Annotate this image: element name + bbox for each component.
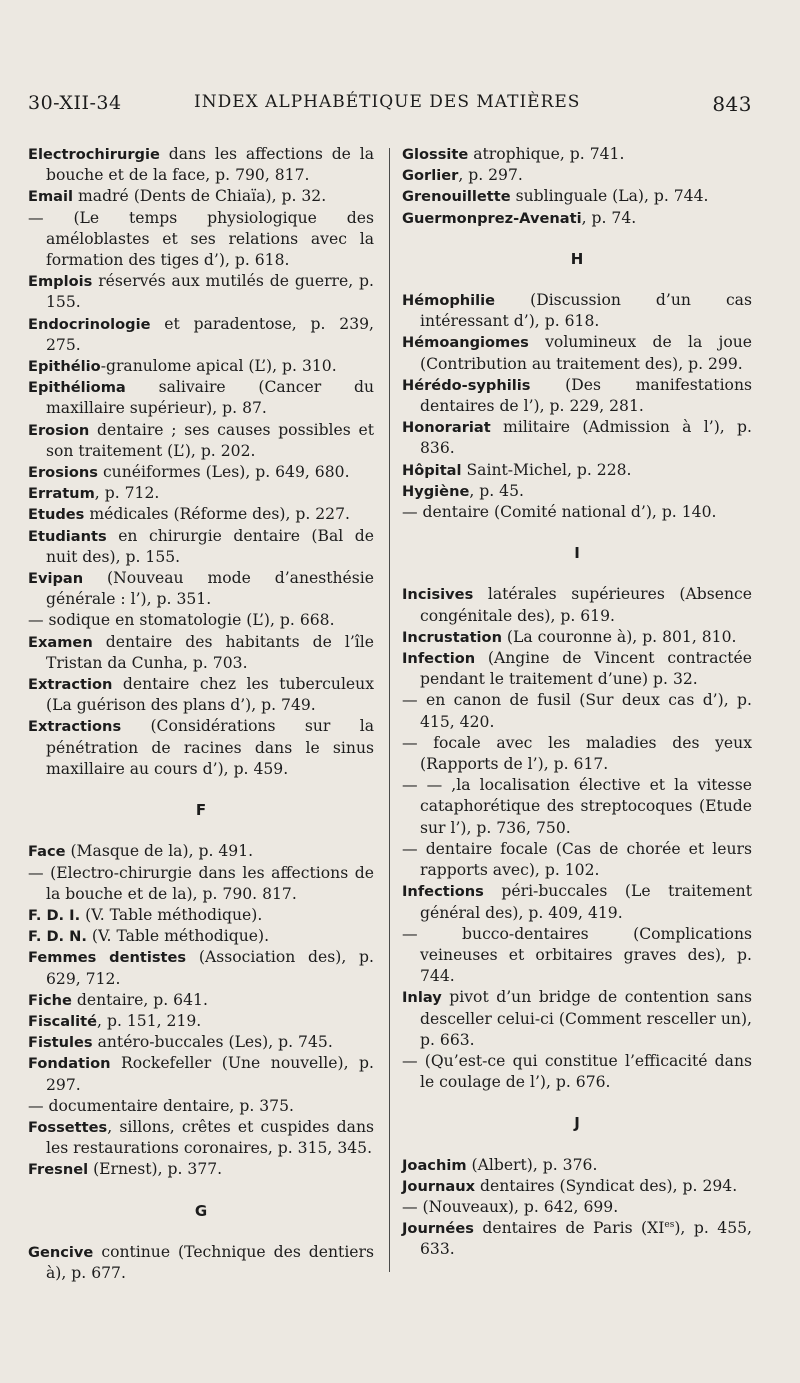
section-letter: G bbox=[194, 1201, 208, 1220]
index-term: Electrochirurgie bbox=[28, 146, 160, 163]
index-entry-text: continue (Technique des dentiers à), p. 677. bbox=[46, 1242, 374, 1282]
index-entry-text: sublinguale (La), p. 744. bbox=[510, 187, 709, 206]
index-term: Honorariat bbox=[402, 419, 491, 437]
index-entry bbox=[28, 926, 374, 947]
index-term: Inlay bbox=[402, 989, 442, 1007]
index-term: Erratum bbox=[28, 485, 95, 503]
index-entry bbox=[28, 483, 374, 504]
index-entry bbox=[28, 377, 374, 419]
index-term: Infections bbox=[402, 883, 484, 901]
column-divider bbox=[389, 148, 390, 1272]
index-subentry: — documentaire dentaire, p. 375. bbox=[28, 1096, 294, 1115]
index-subentry: — (Nouveaux), p. 642, 699. bbox=[402, 1197, 619, 1216]
index-entry bbox=[28, 1032, 374, 1053]
index-term: Epithélioma bbox=[28, 379, 126, 397]
index-entry-text: et paradentose, p. 239, 275. bbox=[46, 314, 374, 354]
index-column-right bbox=[402, 144, 752, 1261]
running-header bbox=[28, 92, 752, 122]
index-entry bbox=[28, 674, 374, 716]
index-term: Fistules bbox=[28, 1034, 93, 1052]
index-entry bbox=[402, 881, 752, 923]
index-entry-text: atrophique, p. 741. bbox=[468, 145, 625, 163]
index-term: Erosions bbox=[28, 464, 98, 482]
index-entry bbox=[402, 481, 752, 502]
index-entry-text: Rockefeller (Une nouvelle), p. 297. bbox=[46, 1054, 374, 1094]
index-entry-text: (V. Table méthodique). bbox=[86, 927, 270, 946]
index-entry-text: cunéiformes (Les), p. 649, 680. bbox=[97, 463, 350, 482]
index-entry-text: dans les affections de la bouche et de la face, p. 790, 817. bbox=[46, 145, 374, 185]
index-entry bbox=[28, 420, 374, 462]
index-entry bbox=[402, 627, 752, 648]
index-term: Evipan bbox=[28, 570, 84, 588]
index-term: Gorlier bbox=[402, 167, 459, 185]
index-entry bbox=[28, 1117, 374, 1159]
index-term: Hérédo-syphilis bbox=[402, 376, 531, 394]
index-entry-text: dentaire ; ses causes possibles et son traitement (L’), p. 202. bbox=[46, 420, 374, 460]
index-term: Fresnel bbox=[28, 1161, 89, 1179]
index-entry bbox=[402, 144, 752, 165]
index-entry-text: salivaire (Cancer du maxillaire supérieur), p. 87. bbox=[46, 378, 374, 418]
index-entry bbox=[28, 1159, 374, 1180]
index-term: Fiscalité bbox=[28, 1012, 98, 1030]
index-term: Joachim bbox=[402, 1156, 467, 1174]
index-term: Journées bbox=[402, 1220, 474, 1238]
index-entry-text: (Association des), p. 629, 712. bbox=[46, 948, 374, 988]
index-subentry: — en canon de fusil (Sur deux cas d’), p. 415, 420. bbox=[402, 691, 752, 731]
index-term: Extractions bbox=[28, 718, 122, 736]
index-term: Incrustation bbox=[402, 628, 502, 646]
page-number: 843 bbox=[712, 92, 752, 116]
index-entry bbox=[402, 186, 752, 207]
index-entry-text: , p. 74. bbox=[581, 208, 637, 227]
index-entry-text: latérales supérieures (Absence congénitale des), p. 619. bbox=[420, 585, 752, 625]
index-entry bbox=[402, 417, 752, 459]
index-entry-text: pivot d’un bridge de contention sans desceller celui-ci (Comment resceller un), p. 663. bbox=[420, 988, 752, 1049]
index-entry-tail: ), p. 455, 633. bbox=[420, 1219, 752, 1259]
index-entry bbox=[402, 1155, 752, 1176]
index-entry bbox=[402, 987, 752, 1051]
index-entry-text: , sillons, crêtes et cuspides dans les restaurations coronaires, p. 315, 345. bbox=[46, 1117, 374, 1158]
index-entry bbox=[28, 1053, 374, 1095]
index-entry bbox=[28, 314, 374, 356]
index-entry-text: , p. 297. bbox=[458, 166, 523, 185]
index-entry bbox=[402, 165, 752, 186]
index-subentry: — (Electro-chirurgie dans les affections de la bouche et de la), p. 790. 817. bbox=[28, 863, 374, 903]
index-entry-text: (Angine de Vincent contractée pendant le traitement d’une) p. 32. bbox=[420, 649, 752, 689]
index-entry bbox=[402, 1176, 752, 1197]
index-entry-text: volumineux de la joue (Contribution au traitement des), p. 299. bbox=[420, 333, 752, 373]
index-entry-text: (Nouveau mode d’anesthésie générale : l’), p. 351. bbox=[46, 569, 374, 609]
index-term: F. D. N. bbox=[28, 928, 87, 946]
index-entry-text: Saint-Michel, p. 228. bbox=[461, 460, 632, 479]
index-entry bbox=[28, 1011, 374, 1032]
index-entry-text: dentaire chez les tuberculeux (La guérison des plans d’), p. 749. bbox=[46, 675, 374, 715]
index-term: Etudes bbox=[28, 506, 85, 524]
index-term: Infection bbox=[402, 650, 476, 668]
index-term: Hémoangiomes bbox=[402, 334, 529, 352]
index-entry-text: (La couronne à), p. 801, 810. bbox=[501, 627, 737, 646]
index-term: Hémophilie bbox=[402, 292, 496, 310]
index-entry-text: , p. 151, 219. bbox=[97, 1011, 202, 1030]
index-entry bbox=[28, 144, 374, 186]
index-entry bbox=[28, 526, 374, 568]
index-entry bbox=[402, 648, 752, 690]
index-term: Etudiants bbox=[28, 527, 107, 545]
index-term: Guermonprez-Avenati bbox=[402, 209, 582, 227]
index-term: Incisives bbox=[402, 586, 474, 604]
index-entry bbox=[28, 947, 374, 989]
index-entry bbox=[402, 460, 752, 481]
index-term: Endocrinologie bbox=[28, 315, 151, 333]
index-entry bbox=[28, 841, 374, 862]
index-entry-text: , p. 45. bbox=[469, 481, 524, 500]
index-term: Glossite bbox=[402, 146, 469, 163]
index-term: Gencive bbox=[28, 1243, 94, 1261]
index-term: Epithélio bbox=[28, 358, 101, 376]
index-subentry: — bucco-dentaires (Complications veineuses et orbitaires graves des), p. 744. bbox=[402, 924, 752, 986]
index-entry-text: dentaire, p. 641. bbox=[71, 990, 208, 1009]
index-entry-text: (Considérations sur la pénétration de racines dans le sinus maxillaire au cours d’), p. 459. bbox=[46, 717, 374, 778]
index-entry bbox=[28, 568, 374, 610]
index-term: Hôpital bbox=[402, 461, 462, 479]
index-entry-text: en chirurgie dentaire (Bal de nuit des), p. 155. bbox=[46, 526, 374, 566]
index-subentry: — dentaire (Comité national d’), p. 140. bbox=[402, 503, 717, 522]
index-entry bbox=[28, 990, 374, 1011]
index-entry bbox=[402, 290, 752, 332]
index-term: Erosion bbox=[28, 421, 90, 439]
index-entry bbox=[402, 1218, 752, 1260]
header-title: INDEX ALPHABÉTIQUE DES MATIÈRES bbox=[194, 92, 581, 112]
index-entry-text: réservés aux mutilés de guerre, p. 155. bbox=[46, 272, 374, 312]
index-entry-text: médicales (Réforme des), p. 227. bbox=[84, 505, 350, 524]
index-entry bbox=[402, 584, 752, 626]
index-term: Femmes dentistes bbox=[28, 949, 187, 967]
index-entry bbox=[28, 186, 374, 207]
index-term: Hygiène bbox=[402, 482, 470, 500]
header-date: 30-XII-34 bbox=[28, 92, 122, 114]
index-entry-text: madré (Dents de Chiaïa), p. 32. bbox=[73, 187, 327, 206]
index-term: Emplois bbox=[28, 273, 93, 291]
index-entry-text: (V. Table méthodique). bbox=[80, 905, 263, 924]
index-entry-text: dentaires de Paris (XI bbox=[473, 1219, 665, 1238]
index-entry bbox=[28, 716, 374, 780]
index-subentry: — focale avec les maladies des yeux (Rapports de l’), p. 617. bbox=[402, 733, 752, 774]
superscript: es bbox=[664, 1219, 675, 1230]
index-entry-text: antéro-buccales (Les), p. 745. bbox=[92, 1033, 333, 1052]
index-entry-text: (Discussion d’un cas intéressant d’), p. 618. bbox=[420, 291, 752, 331]
index-entry bbox=[28, 1242, 374, 1284]
index-entry-text: militaire (Admission à l’), p. 836. bbox=[420, 418, 752, 458]
index-subentry: — dentaire focale (Cas de chorée et leurs rapports avec), p. 102. bbox=[402, 839, 752, 880]
index-entry bbox=[28, 504, 374, 525]
index-entry bbox=[402, 375, 752, 417]
index-term: F. D. I. bbox=[28, 906, 81, 924]
index-term: Face bbox=[28, 843, 66, 861]
index-entry-text: (Albert), p. 376. bbox=[466, 1155, 598, 1174]
section-letter: F bbox=[195, 801, 207, 820]
index-entry-text: dentaires (Syndicat des), p. 294. bbox=[475, 1176, 738, 1195]
section-letter: H bbox=[570, 249, 584, 268]
index-term: Grenouillette bbox=[402, 188, 511, 206]
index-entry bbox=[28, 905, 374, 926]
index-term: Extraction bbox=[28, 676, 113, 694]
index-entry-text: péri-buccales (Le traitement général des), p. 409, 419. bbox=[420, 882, 752, 922]
section-letter: J bbox=[574, 1114, 580, 1133]
index-entry-text: dentaire des habitants de l’île Tristan da Cunha, p. 703. bbox=[46, 632, 374, 672]
index-entry bbox=[402, 208, 752, 229]
section-letter: I bbox=[574, 544, 580, 563]
index-term: Fiche bbox=[28, 991, 72, 1009]
index-subentry: — — ,la localisation élective et la vitesse cataphorétique des streptocoques (Etude sur l’), p. 736, 750. bbox=[402, 776, 752, 837]
index-entry-text: -granulome apical (L’), p. 310. bbox=[100, 357, 337, 376]
index-column-left bbox=[28, 144, 374, 1284]
index-term: Fossettes bbox=[28, 1118, 108, 1136]
index-term: Email bbox=[28, 188, 74, 206]
index-entry bbox=[28, 356, 374, 377]
index-term: Examen bbox=[28, 633, 93, 651]
index-term: Journaux bbox=[402, 1177, 476, 1195]
index-entry-text: (Des manifestations dentaires de l’), p. 229, 281. bbox=[420, 375, 752, 416]
index-entry-text: (Ernest), p. 377. bbox=[88, 1160, 223, 1179]
index-entry bbox=[28, 462, 374, 483]
index-subentry: — (Qu’est-ce qui constitue l’efficacité dans le coulage de l’), p. 676. bbox=[402, 1051, 752, 1092]
index-entry bbox=[28, 632, 374, 674]
index-subentry: — (Le temps physiologique des améloblastes et ses relations avec la formation des tiges d’), p. 618. bbox=[28, 208, 374, 270]
index-entry-text: , p. 712. bbox=[94, 484, 160, 503]
index-entry bbox=[402, 332, 752, 374]
index-term: Fondation bbox=[28, 1055, 111, 1073]
index-subentry: — sodique en stomatologie (L’), p. 668. bbox=[28, 611, 335, 630]
index-entry-text: (Masque de la), p. 491. bbox=[65, 842, 254, 861]
index-entry bbox=[28, 271, 374, 313]
